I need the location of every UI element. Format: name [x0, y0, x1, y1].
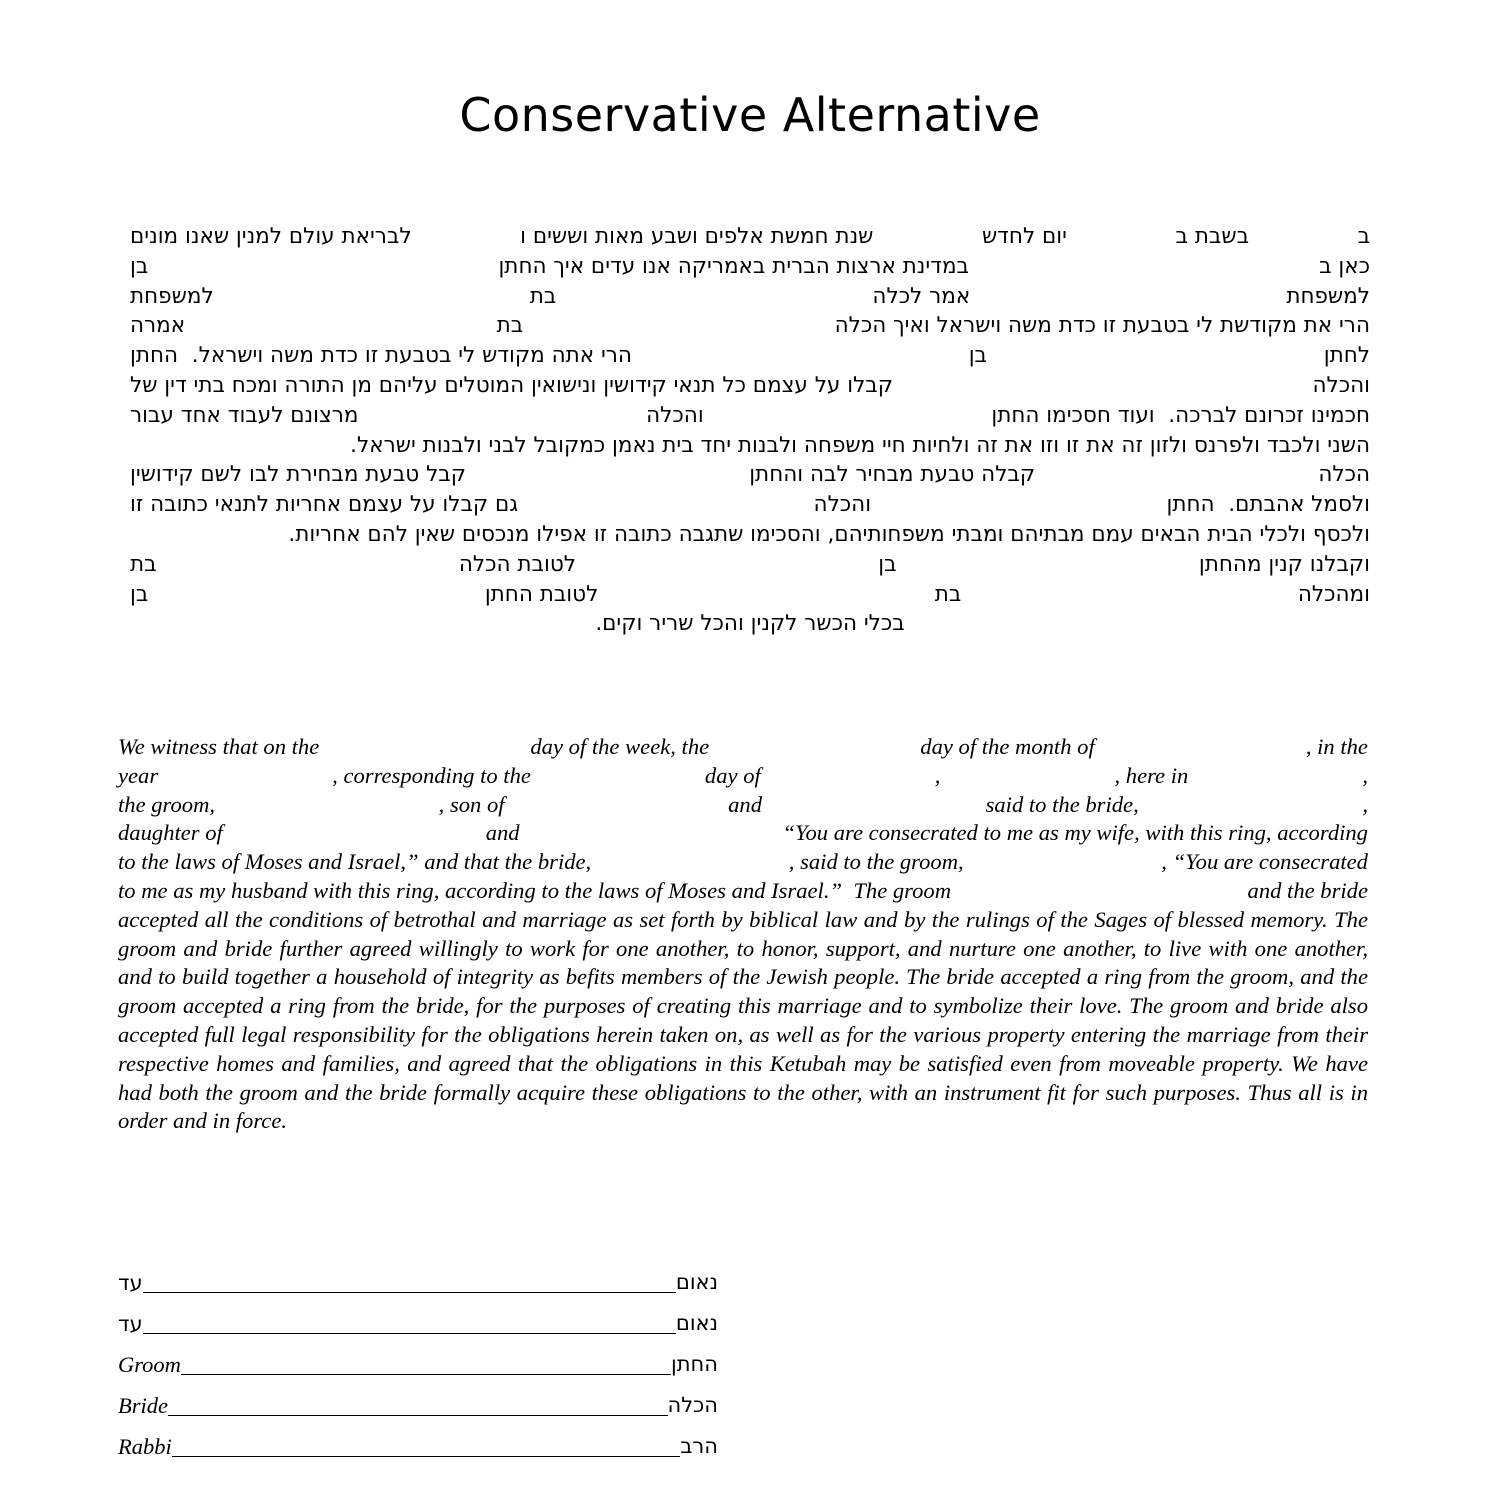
english-line-2-seg-5: , here in	[1114, 762, 1189, 788]
english-line-5-seg-1: to the laws of Moses and Israel,” and that the bride,	[118, 849, 592, 875]
hebrew-line-4-seg-2: בת	[496, 313, 524, 339]
hebrew-line-13-seg-3: לטובת החתן	[484, 581, 599, 607]
hebrew-line-2	[130, 252, 1370, 282]
english-line-2-seg-4: ,	[934, 762, 941, 788]
rabbi-signature-line[interactable]	[172, 1455, 681, 1457]
hebrew-line-5-seg-3: הרי אתה מקודש לי בטבעת זו כדת משה וישראל. החתן	[130, 343, 632, 369]
english-line-4-seg-2: and	[485, 820, 520, 846]
hebrew-line-9-seg-1: הכלה	[1318, 462, 1370, 488]
english-line-4	[118, 819, 1368, 848]
bride-label: Bride	[118, 1392, 168, 1418]
hebrew-line-7-seg-3: מרצונם לעבוד אחד עבור	[130, 402, 359, 428]
signature-row-rabbi	[118, 1419, 718, 1460]
english-line-5-seg-3: , “You are consecrated	[1161, 849, 1368, 875]
hebrew-line-7	[130, 401, 1370, 431]
hebrew-line-3-seg-4: למשפחת	[130, 283, 214, 309]
hebrew-line-6-seg-2: קבלו על עצמם כל תנאי קידושין ונישואין המוטלים עליהם מן התורה ומכח בתי דין של	[130, 372, 893, 398]
signature-row-witness-2	[118, 1296, 718, 1337]
hebrew-line-13-seg-4: בן	[130, 581, 149, 607]
witness-1-hebrew-label: נאום	[675, 1270, 718, 1294]
hebrew-line-3-seg-2: אמר לכלה	[872, 283, 971, 309]
hebrew-line-5-seg-1: לחתן	[1323, 343, 1370, 369]
english-text-block	[118, 733, 1368, 1136]
hebrew-line-10-seg-1: ולסמל אהבתם. החתן	[1166, 492, 1370, 518]
hebrew-line-9-seg-3: קבל טבעת מבחירת לבו לשם קידושין	[130, 462, 466, 488]
hebrew-line-12	[130, 550, 1370, 580]
english-line-1-seg-1: We witness that on the	[118, 734, 320, 759]
bride-signature-line[interactable]	[168, 1414, 668, 1416]
hebrew-line-1-seg-4: שנת חמשת אלפים ושבע מאות וששים ו	[520, 224, 874, 249]
hebrew-line-4	[130, 311, 1370, 341]
english-line-3-seg-3: and	[728, 791, 763, 817]
hebrew-line-1-seg-2: בשבת ב	[1175, 224, 1250, 249]
hebrew-line-3	[130, 282, 1370, 312]
hebrew-line-1	[130, 222, 1370, 252]
rabbi-label: Rabbi	[118, 1433, 172, 1459]
english-line-1	[118, 733, 1368, 762]
witness-1-label: עד	[118, 1271, 143, 1295]
english-line-6-seg-1: to me as my husband with this ring, according to the laws of Moses and Israel.” The groom	[118, 877, 952, 903]
english-line-2-seg-6: ,	[1362, 762, 1368, 788]
hebrew-line-10-seg-3: גם קבלו על עצמם אחריות לתנאי כתובה זו	[130, 492, 519, 518]
hebrew-line-1-seg-1: ב	[1357, 224, 1370, 249]
hebrew-line-9-seg-2: קבלה טבעת מבחיר לבה והחתן	[749, 462, 1036, 488]
groom-signature-line[interactable]	[181, 1373, 671, 1375]
signature-row-groom	[118, 1337, 718, 1378]
hebrew-line-12-seg-3: לטובת הכלה	[458, 551, 576, 577]
english-line-1-seg-3: day of the month of	[920, 734, 1095, 759]
english-line-6-seg-2: and the bride	[1247, 877, 1368, 903]
rabbi-hebrew-label: הרב	[680, 1434, 718, 1458]
hebrew-line-10-seg-2: והכלה	[813, 492, 872, 518]
english-line-1-seg-4: , in the	[1305, 734, 1368, 759]
hebrew-line-2-seg-3: בן	[130, 253, 149, 279]
hebrew-line-9	[130, 460, 1370, 490]
hebrew-line-10	[130, 490, 1370, 520]
hebrew-line-3-seg-1: למשפחת	[1286, 283, 1370, 309]
hebrew-text-block	[130, 222, 1370, 639]
bride-hebrew-label: הכלה	[667, 1393, 718, 1417]
english-body-paragraph: accepted all the conditions of betrothal and marriage as set forth by biblical law and by the rulings of the Sages of blessed memory. The groom and bride further agreed willingly to work for one another, to honor, support, and nurture one another, to live with one another, and to build together a household of integrity as befits members of the Jewish people. The bride accepted a ring from the groom, and the groom accepted a ring from the bride, for the purposes of creating this marriage and to symbolize their love. The groom and bride also accepted full legal responsibility for the obligations herein taken on, as well as for the various property entering the marriage from their respective homes and families, and agreed that the obligations in this Ketubah may be satisfied even from moveable property. We have had both the groom and the bride formally acquire these obligations to the other, with an instrument fit for such purposes. Thus all is in order and in force.	[118, 906, 1368, 1134]
english-line-3-seg-2: , son of	[438, 791, 505, 817]
english-line-4-seg-3: “You are consecrated to me as my wife, with this ring, according	[782, 820, 1368, 846]
english-line-3-seg-5: ,	[1362, 791, 1368, 817]
hebrew-line-1-seg-5: לבריאת עולם למנין שאנו מונים	[130, 224, 412, 249]
english-line-5	[118, 848, 1368, 877]
signature-row-witness-1	[118, 1255, 718, 1296]
hebrew-line-2-seg-1: כאן ב	[1319, 253, 1370, 279]
hebrew-line-14	[130, 609, 1370, 639]
english-line-4-seg-1: daughter of	[118, 820, 223, 846]
hebrew-line-8	[130, 431, 1370, 461]
english-line-2-seg-1: year	[118, 762, 159, 788]
hebrew-line-14-seg-1: בכלי הכשר לקנין והכל שריר וקים.	[595, 611, 905, 637]
hebrew-line-7-seg-2: והכלה	[646, 402, 704, 428]
hebrew-line-4-seg-1: הרי את מקודשת לי בטבעת זו כדת משה וישראל ואיך הכלה	[834, 313, 1370, 339]
hebrew-line-13	[130, 580, 1370, 610]
hebrew-line-12-seg-4: בת	[130, 551, 157, 577]
hebrew-line-7-seg-1: חכמינו זכרונם לברכה. ועוד חסכימו החתן	[991, 402, 1370, 428]
hebrew-line-13-seg-2: בת	[934, 581, 962, 607]
hebrew-line-5	[130, 341, 1370, 371]
hebrew-line-11-seg-1: ולכסף ולכלי הבית הבאים עמם מבתיהם ומבתי משפחותיהם, והסכימו שתגבה כתובה זו אפילו מנכסים שאין להם אחריות.	[288, 521, 1370, 547]
english-line-2-seg-2: , corresponding to the	[332, 762, 531, 788]
signature-row-bride	[118, 1378, 718, 1419]
english-line-2-seg-3: day of	[704, 762, 761, 788]
hebrew-line-8-seg-1: השני ולכבד ולפרנס ולזון זה את זו וזו את זה ולחיות חיי משפחה ולבנות יחד בית נאמן כמקובל לבני ולבנות ישראל.	[350, 432, 1370, 458]
english-line-5-seg-2: , said to the groom,	[788, 849, 964, 875]
english-line-2	[118, 762, 1368, 791]
english-line-3-seg-1: the groom,	[118, 791, 216, 817]
witness-2-signature-line[interactable]	[143, 1332, 676, 1334]
english-line-1-seg-2: day of the week, the	[530, 734, 710, 759]
hebrew-line-12-seg-2: בן	[878, 551, 897, 577]
witness-2-label: עד	[118, 1312, 143, 1336]
hebrew-line-4-seg-3: אמרה	[130, 313, 186, 339]
hebrew-line-2-seg-2: במדינת ארצות הברית באמריקה אנו עדים איך החתן	[498, 253, 969, 279]
hebrew-line-3-seg-3: בת	[529, 283, 557, 309]
hebrew-line-12-seg-1: וקבלנו קנין מהחתן	[1198, 551, 1370, 577]
signature-block	[118, 1255, 718, 1460]
hebrew-line-1-seg-3: יום לחדש	[981, 224, 1067, 249]
witness-1-signature-line[interactable]	[143, 1291, 676, 1293]
page-title: Conservative Alternative	[459, 88, 1041, 142]
english-line-3	[118, 791, 1368, 820]
hebrew-line-11	[130, 520, 1370, 550]
witness-2-hebrew-label: נאום	[675, 1311, 718, 1335]
english-line-3-seg-4: said to the bride,	[985, 791, 1139, 817]
hebrew-line-5-seg-2: בן	[968, 343, 987, 369]
groom-label: Groom	[118, 1351, 181, 1377]
hebrew-line-13-seg-1: ומהכלה	[1297, 581, 1370, 607]
english-line-6	[118, 877, 1368, 906]
hebrew-line-6	[130, 371, 1370, 401]
groom-hebrew-label: החתן	[671, 1352, 718, 1376]
hebrew-line-6-seg-1: והכלה	[1312, 372, 1370, 398]
